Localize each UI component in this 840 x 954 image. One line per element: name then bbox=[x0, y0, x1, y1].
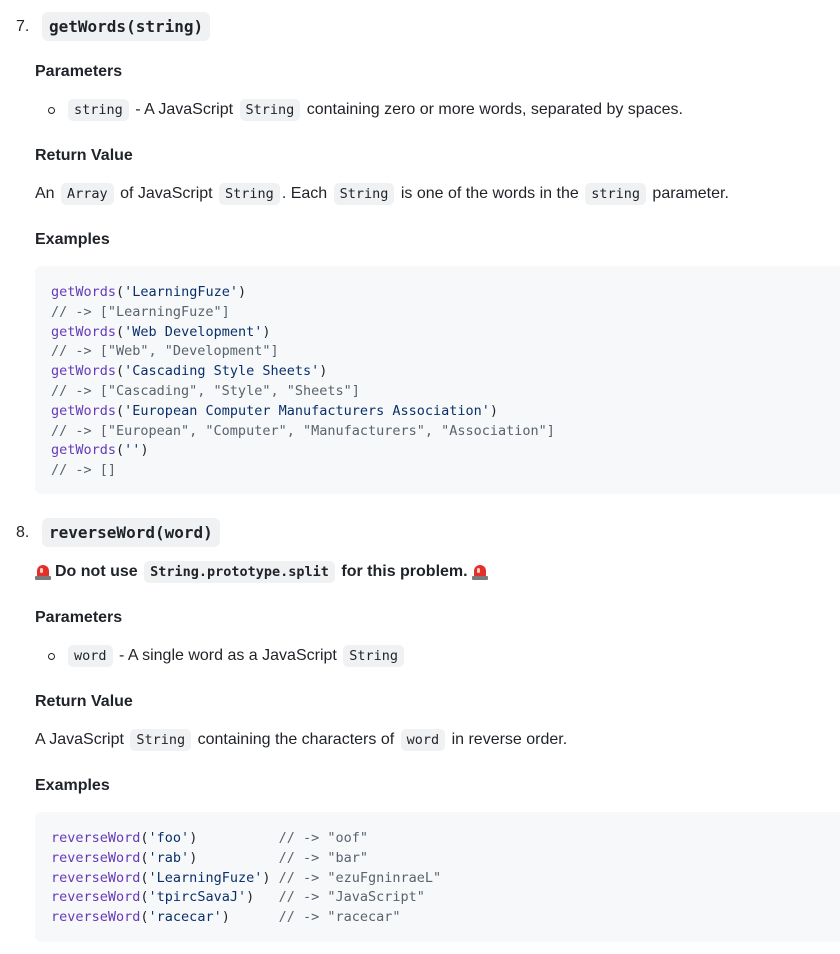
rotating-light-icon bbox=[472, 563, 488, 581]
param-type-code: String bbox=[240, 99, 301, 121]
warning-text: Do not use bbox=[55, 563, 143, 580]
return-text: A JavaScript bbox=[35, 731, 129, 748]
code-line: getWords('European Computer Manufacturers Association') bbox=[51, 402, 499, 419]
function-title: getWords(string) bbox=[42, 12, 210, 41]
return-text: An bbox=[35, 185, 60, 202]
code-block bbox=[35, 266, 840, 494]
parameter-description bbox=[66, 99, 683, 121]
code-line: getWords('LearningFuze') bbox=[51, 284, 247, 300]
return-text: containing the characters of bbox=[193, 731, 399, 748]
warning-line bbox=[35, 561, 492, 583]
code-line: reverseWord('tpircSavaJ') // -> "JavaScript" bbox=[51, 889, 425, 906]
item-number: 7. bbox=[16, 17, 30, 35]
return-value-label: Return Value bbox=[35, 693, 133, 710]
code-line: getWords('Cascading Style Sheets') bbox=[51, 363, 328, 380]
code-line: // -> ["European", "Computer", "Manufacturers", "Association"] bbox=[51, 422, 555, 439]
examples-label: Examples bbox=[35, 777, 110, 794]
return-text: . Each bbox=[281, 185, 332, 202]
warning-code: String.prototype.split bbox=[144, 561, 335, 583]
code-line: getWords('') bbox=[51, 442, 149, 459]
param-text: - A single word as a JavaScript bbox=[114, 647, 342, 664]
function-title: reverseWord(word) bbox=[42, 518, 220, 547]
return-code: String bbox=[130, 729, 191, 751]
return-code: Array bbox=[61, 183, 114, 205]
param-text-2: containing zero or more words, separated by spaces. bbox=[302, 101, 683, 118]
code-line: reverseWord('racecar') // -> "racecar" bbox=[51, 909, 401, 926]
code-line: reverseWord('rab') // -> "bar" bbox=[51, 849, 368, 866]
param-code: word bbox=[68, 645, 113, 667]
param-text: - A JavaScript bbox=[130, 101, 238, 118]
return-text: in reverse order. bbox=[447, 731, 568, 748]
rotating-light-icon bbox=[35, 563, 51, 581]
return-code: string bbox=[585, 183, 646, 205]
return-value-label: Return Value bbox=[35, 147, 133, 164]
item-8-heading bbox=[16, 518, 220, 547]
return-code: word bbox=[401, 729, 446, 751]
parameter-description bbox=[66, 645, 406, 667]
return-text: is one of the words in the bbox=[396, 185, 584, 202]
code-line: // -> ["LearningFuze"] bbox=[51, 303, 230, 320]
parameters-label: Parameters bbox=[35, 63, 123, 80]
item-number: 8. bbox=[16, 523, 30, 541]
parameters-label: Parameters bbox=[35, 609, 123, 626]
code-line: // -> ["Cascading", "Style", "Sheets"] bbox=[51, 383, 360, 399]
code-line: getWords('Web Development') bbox=[51, 323, 271, 340]
examples-label: Examples bbox=[35, 231, 110, 248]
return-description bbox=[35, 729, 567, 751]
code-block bbox=[35, 812, 840, 942]
code-line: // -> [] bbox=[51, 462, 117, 479]
code-line: reverseWord('foo') // -> "oof" bbox=[51, 830, 368, 846]
item-7-heading bbox=[16, 12, 210, 41]
warning-text: for this problem. bbox=[336, 563, 468, 580]
code-line: // -> ["Web", "Development"] bbox=[51, 343, 279, 360]
param-code: string bbox=[68, 99, 129, 121]
return-description bbox=[35, 183, 729, 205]
return-text: of JavaScript bbox=[115, 185, 218, 202]
return-code: String bbox=[334, 183, 395, 205]
return-code: String bbox=[219, 183, 280, 205]
code-line: reverseWord('LearningFuze') // -> "ezuFgninraeL" bbox=[51, 869, 442, 886]
bullet-icon bbox=[48, 653, 55, 660]
param-type-code: String bbox=[343, 645, 404, 667]
return-text: parameter. bbox=[647, 185, 729, 202]
bullet-icon bbox=[48, 107, 55, 114]
